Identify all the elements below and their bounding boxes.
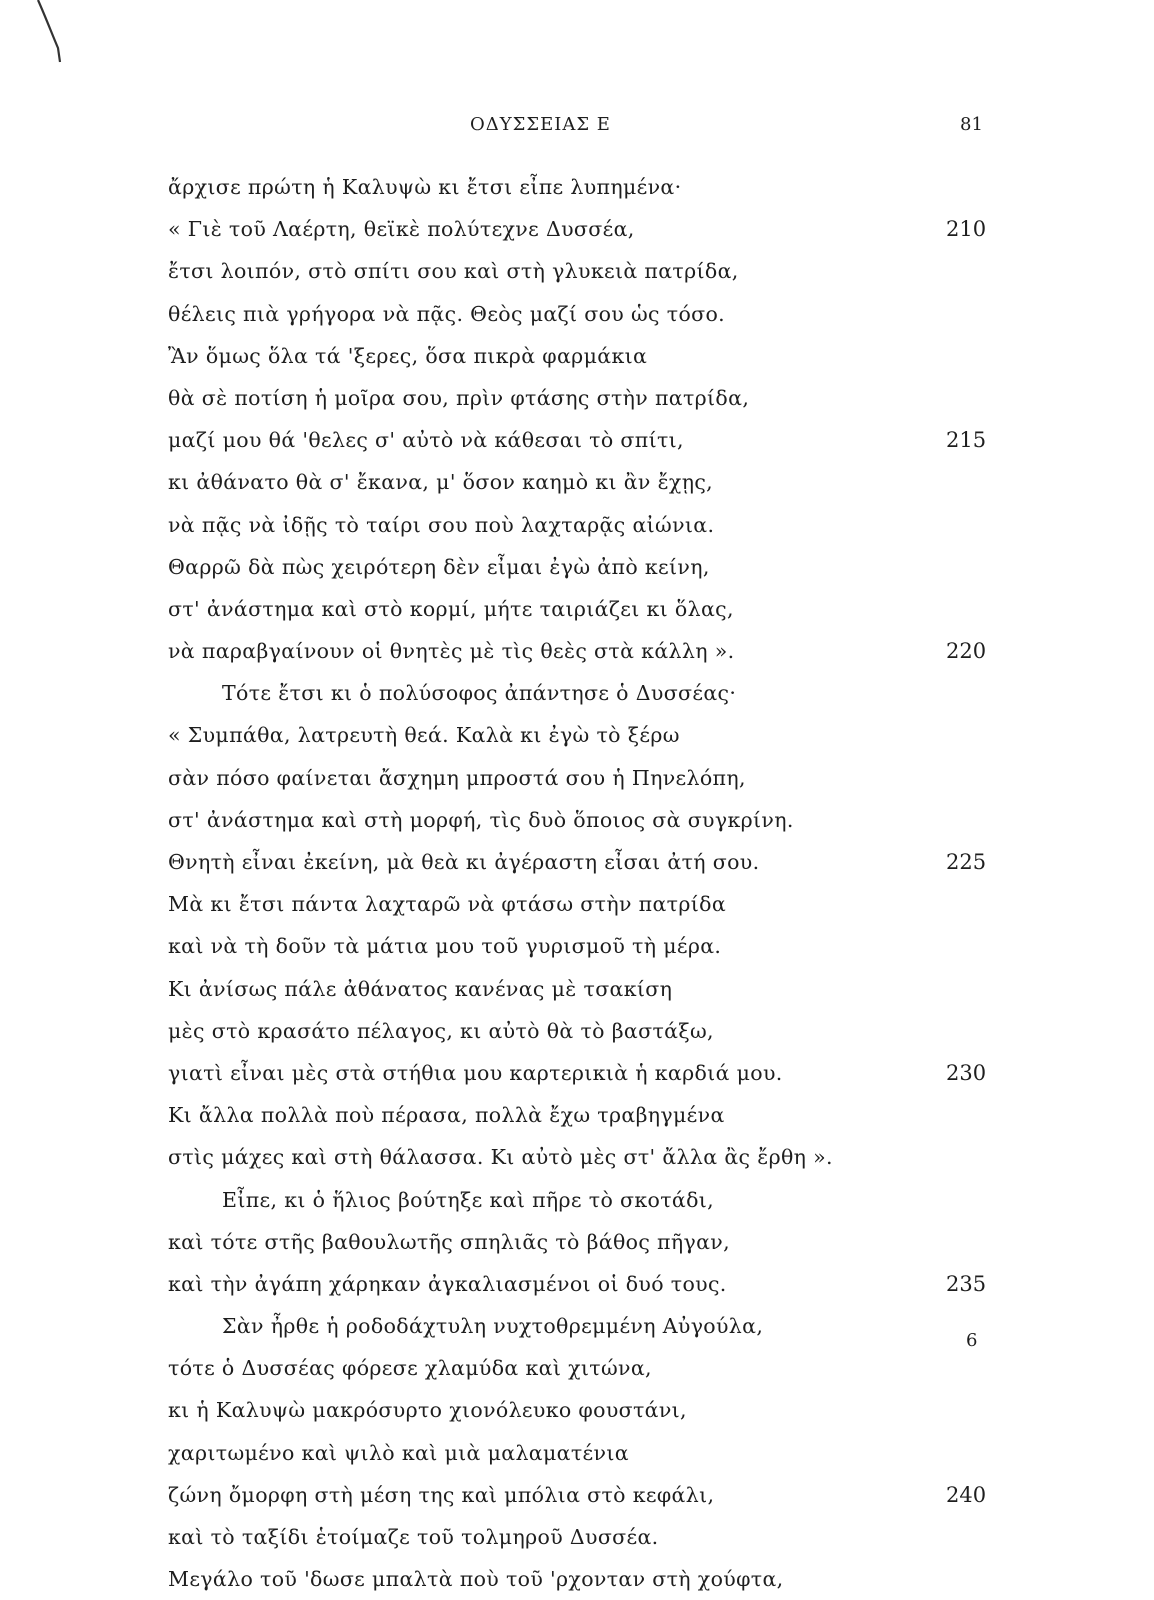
verse-text: ἄρχισε πρώτη ἡ Καλυψὼ κι ἔτσι εἶπε λυπημένα·	[168, 175, 682, 199]
verse-text: καὶ τὸ ταξίδι ἑτοίμαζε τοῦ τολμηροῦ Δυσσέα.	[168, 1525, 659, 1549]
verse-line	[0, 335, 1154, 377]
verse-line	[0, 546, 1154, 588]
verse-line	[0, 1432, 1154, 1474]
verse-line	[0, 1347, 1154, 1389]
verse-line	[0, 672, 1154, 714]
verse-line	[0, 799, 1154, 841]
verse-text: Θνητὴ εἶναι ἐκείνη, μὰ θεὰ κι ἀγέραστη εἶσαι ἀτή σου.	[168, 850, 760, 874]
verse-line	[0, 377, 1154, 419]
verse-text: τότε ὁ Δυσσέας φόρεσε χλαμύδα καὶ χιτώνα,	[168, 1356, 652, 1381]
verse-line	[0, 757, 1154, 799]
verse-line	[0, 208, 1154, 250]
verse-text: νὰ πᾷς νὰ ἰδῇς τὸ ταίρι σου ποὺ λαχταρᾷς αἰώνια.	[168, 512, 715, 537]
verse-line	[0, 293, 1154, 335]
signature-mark: 6	[966, 1330, 978, 1351]
verse-text: ζώνη ὄμορφη στὴ μέση της καὶ μπόλια στὸ κεφάλι,	[168, 1482, 715, 1507]
line-number: 235	[946, 1271, 987, 1296]
verse-line	[0, 883, 1154, 925]
verse-text: κι ἡ Καλυψὼ μακρόσυρτο χιονόλευκο φουστάνι,	[168, 1398, 687, 1423]
line-number: 215	[946, 428, 987, 453]
verse-text: στ' ἀνάστημα καὶ στὴ μορφή, τὶς δυὸ ὅποιος σὰ συγκρίνη.	[168, 807, 794, 832]
verse-text: στ' ἀνάστημα καὶ στὸ κορμί, μήτε ταιριάζει κι ὅλας,	[168, 596, 734, 621]
page-number: 81	[960, 114, 983, 135]
verse-text: καὶ νὰ τὴ δοῦν τὰ μάτια μου τοῦ γυρισμοῦ τὴ μέρα.	[168, 934, 722, 959]
verse-text: ἔτσι λοιπόν, στὸ σπίτι σου καὶ στὴ γλυκειὰ πατρίδα,	[168, 259, 739, 284]
verse-line	[0, 1179, 1154, 1221]
line-number: 225	[946, 850, 987, 874]
verse-line	[0, 1558, 1154, 1600]
verse-line	[0, 1010, 1154, 1052]
verse-line	[0, 1221, 1154, 1263]
verse-line	[0, 504, 1154, 546]
verse-text: γιατὶ εἶναι μὲς στὰ στήθια μου καρτερικιὰ ἡ καρδιά μου.	[168, 1060, 783, 1085]
verse-text: μαζί μου θά 'θελες σ' αὐτὸ νὰ κάθεσαι τὸ σπίτι,	[168, 428, 684, 453]
verse-text: « Γιὲ τοῦ Λαέρτη, θεϊκὲ πολύτεχνε Δυσσέα,	[168, 217, 635, 242]
line-number: 230	[946, 1060, 987, 1085]
verse-text: Κι ἀνίσως πάλε ἀθάνατος κανένας μὲ τσακίση	[168, 976, 673, 1001]
verse-line	[0, 968, 1154, 1010]
verse-text: στὶς μάχες καὶ στὴ θάλασσα. Κι αὐτὸ μὲς στ' ἄλλα ἂς ἔρθη ».	[168, 1145, 833, 1170]
verse-text: νὰ παραβγαίνουν οἱ θνητὲς μὲ τὶς θεὲς στὰ κάλλη ».	[168, 639, 735, 664]
verse-line	[0, 1389, 1154, 1431]
verse-text: μὲς στὸ κρασάτο πέλαγος, κι αὐτὸ θὰ τὸ βαστάξω,	[168, 1018, 714, 1043]
verse-line	[0, 841, 1154, 883]
line-number: 210	[946, 217, 987, 242]
verse-text: Κι ἄλλα πολλὰ ποὺ πέρασα, πολλὰ ἔχω τραβηγμένα	[168, 1103, 725, 1128]
verse-text: Εἶπε, κι ὁ ἥλιος βούτηξε καὶ πῆρε τὸ σκοτάδι,	[222, 1187, 715, 1212]
verse-text: θέλεις πιὰ γρήγορα νὰ πᾷς. Θεὸς μαζί σου ὡς τόσο.	[168, 301, 726, 326]
verse-text: Σὰν ἦρθε ἡ ροδοδάχτυλη νυχτοθρεμμένη Αὐγούλα,	[222, 1314, 764, 1339]
verse-text: Μεγάλο τοῦ 'δωσε μπαλτὰ ποὺ τοῦ 'ρχονταν στὴ χούφτα,	[168, 1567, 784, 1592]
verse-line	[0, 1516, 1154, 1558]
verse-text: κι ἀθάνατο θὰ σ' ἔκανα, μ' ὅσον καημὸ κι ἂν ἔχῃς,	[168, 470, 714, 495]
verse-text: θὰ σὲ ποτίση ἡ μοῖρα σου, πρὶν φτάσης στὴν πατρίδα,	[168, 385, 750, 410]
verse-text: Ἂν ὅμως ὅλα τά 'ξερες, ὅσα πικρὰ φαρμάκια	[168, 343, 648, 368]
verse-text: καὶ τὴν ἀγάπη χάρηκαν ἀγκαλιασμένοι οἱ δυό τους.	[168, 1271, 727, 1296]
line-number: 240	[946, 1482, 987, 1507]
verse-text: « Συμπάθα, λατρευτὴ θεά. Καλὰ κι ἐγὼ τὸ ξέρω	[168, 723, 680, 748]
verse-block	[0, 166, 1154, 1600]
verse-text: χαριτωμένο καὶ ψιλὸ καὶ μιὰ μαλαματένια	[168, 1440, 629, 1465]
verse-line	[0, 1136, 1154, 1178]
verse-text: σὰν πόσο φαίνεται ἄσχημη μπροστά σου ἡ Πηνελόπη,	[168, 765, 746, 790]
running-head	[0, 114, 1154, 144]
verse-line	[0, 461, 1154, 503]
verse-line	[0, 588, 1154, 630]
verse-line	[0, 419, 1154, 461]
verse-text: Τότε ἔτσι κι ὁ πολύσοφος ἀπάντησε ὁ Δυσσέας·	[222, 681, 737, 706]
verse-line	[0, 714, 1154, 756]
line-number: 220	[946, 639, 987, 664]
verse-text: Μὰ κι ἔτσι πάντα λαχταρῶ νὰ φτάσω στὴν πατρίδα	[168, 892, 727, 917]
verse-line	[0, 630, 1154, 672]
verse-line	[0, 250, 1154, 292]
verse-line	[0, 1094, 1154, 1136]
verse-line	[0, 925, 1154, 967]
verse-line	[0, 1263, 1154, 1305]
verse-line	[0, 1474, 1154, 1516]
running-head-title: ΟΔΥΣΣΕΙΑΣ Ε	[470, 114, 611, 135]
verse-text: καὶ τότε στῆς βαθουλωτῆς σπηλιᾶς τὸ βάθος πῆγαν,	[168, 1229, 730, 1254]
verse-text: Θαρρῶ δὰ πὼς χειρότερη δὲν εἶμαι ἐγὼ ἀπὸ κείνη,	[168, 554, 710, 579]
verse-line	[0, 1305, 1154, 1347]
verse-line	[0, 166, 1154, 208]
scan-artifact-mark	[32, 0, 72, 70]
verse-line	[0, 1052, 1154, 1094]
